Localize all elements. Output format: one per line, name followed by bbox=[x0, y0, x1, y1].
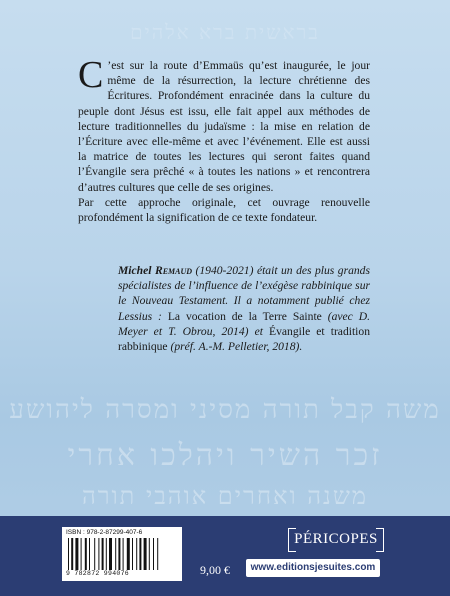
barcode-bar bbox=[85, 538, 87, 570]
barcode-number: 9 782872 994076 bbox=[66, 570, 130, 577]
author-name bbox=[118, 264, 192, 277]
barcode-bar bbox=[153, 538, 154, 570]
barcode-bar bbox=[123, 538, 124, 570]
barcode-bar bbox=[98, 538, 99, 570]
barcode-bar bbox=[115, 538, 116, 570]
hebrew-watermark-top: בראשית ברא אלהים bbox=[130, 20, 320, 44]
barcode-bar bbox=[144, 538, 147, 570]
barcode-bar bbox=[149, 538, 150, 570]
isbn-label: ISBN : 978-2-87299-407-6 bbox=[66, 529, 143, 536]
author-last-name: Remaud bbox=[154, 264, 193, 277]
author-first-name: Michel bbox=[118, 264, 155, 277]
hebrew-watermark-line-2: זכר השיר ויהלכו אחרי bbox=[67, 438, 383, 473]
author-dates: (1940-2021) bbox=[192, 264, 257, 277]
barcode-bar bbox=[94, 538, 95, 570]
publisher-website[interactable]: www.editionsjesuites.com bbox=[246, 559, 380, 577]
barcode-bar bbox=[102, 538, 104, 570]
blurb-paragraph-2: Par cette approche originale, cet ouvrage renouvelle profondément la signification de ce texte fondateur. bbox=[78, 195, 370, 225]
logo-bracket-left bbox=[288, 528, 296, 552]
barcode-bar bbox=[157, 538, 158, 570]
book-title-2: Évangile et tradition rabbinique bbox=[118, 324, 370, 354]
drop-cap: C bbox=[78, 54, 104, 96]
barcode-bar bbox=[132, 538, 133, 570]
book-blurb bbox=[78, 54, 370, 225]
barcode-bar bbox=[75, 538, 78, 570]
blurb-paragraph-1-text: ’est sur la route d’Emmaüs qu’est inaugurée, le jour même de la résurrection, la lecture chrétienne des Écritures. Profondément enracinée dans la culture du peuple dont Jésus est issu, elle fait appel aux méthodes de lecture traditionnelles du judaïsme : la mise en relation de l’Écriture avec elle-même et avec l’événement. Elle est aussi la matrice de toutes les lectures qui seront faites quand l’Évangile sera prêché « à toutes les nations » et rencontrera d’autres cultures que celle de ses origines. bbox=[78, 59, 370, 194]
hebrew-watermark-line-3: משנה ואחרים אוהבי תורה bbox=[81, 482, 369, 510]
pericopes-logo bbox=[288, 524, 384, 556]
logo-bracket-right bbox=[376, 528, 384, 552]
barcode-bar bbox=[71, 538, 73, 570]
bio-text-1: était un des plus grands spécialistes de l’influence de l’exégèse rabbinique sur le Nouveau Testament. Il a notamment publié chez Lessius : bbox=[118, 264, 370, 323]
barcode-bar bbox=[81, 538, 82, 570]
barcode-bars bbox=[66, 538, 178, 570]
barcode-bar bbox=[118, 538, 120, 570]
blurb-paragraph-1 bbox=[78, 54, 370, 195]
barcode-bar bbox=[68, 538, 69, 570]
barcode bbox=[62, 527, 182, 581]
barcode-bar bbox=[127, 538, 130, 570]
barcode-bar bbox=[136, 538, 137, 570]
bio-text-2: (avec D. Meyer et T. Obrou, 2014) et bbox=[118, 309, 370, 338]
bio-text-3: (préf. A.-M. Pelletier, 2018). bbox=[167, 340, 303, 354]
barcode-bar bbox=[109, 538, 112, 570]
book-title-1: La vocation de la Terre Sainte bbox=[167, 309, 322, 323]
barcode-bar bbox=[89, 538, 90, 570]
hebrew-watermark-line-1: משה קבל תורה מסיני ומסרה ליהושע bbox=[9, 395, 441, 425]
price: 9,00 € bbox=[200, 563, 230, 577]
barcode-bar bbox=[139, 538, 141, 570]
logo-text: PÉRICOPES bbox=[294, 531, 378, 547]
barcode-bar bbox=[106, 538, 107, 570]
author-bio bbox=[118, 263, 370, 354]
